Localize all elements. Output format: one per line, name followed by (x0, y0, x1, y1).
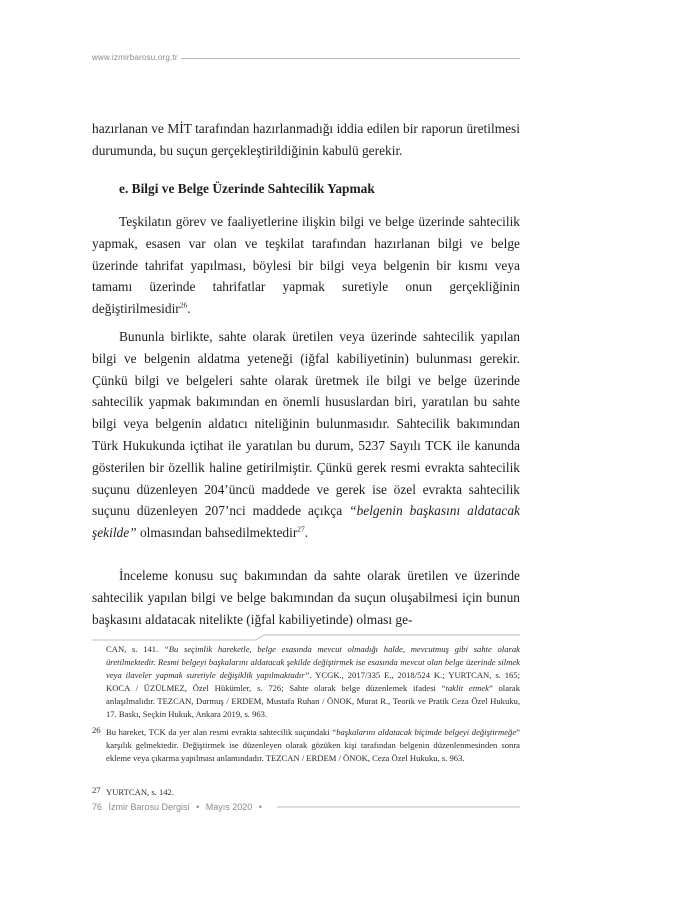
fn-cont-b: . YCGK., 2017/335 E., 2018/524 K.; YURTCAN, s. 165; KOCA / ÜZÜLMEZ, Özel Hükümler, s. 726; Sahte olarak belge düzenlemek ifadesi “ (106, 669, 520, 693)
footnote-ref-27[interactable]: 27 (297, 524, 305, 534)
page-footer (92, 802, 266, 812)
fn-cont-quote-2: taklit etmek (445, 682, 489, 693)
fn26-a: Bu hareket, TCK da yer alan resmi evrakta sahtecilik suçundaki “ (106, 727, 337, 737)
paragraph-2 (92, 326, 520, 544)
fn-cont-c: ” olarak anlaşılmalıdır. TEZCAN, Durmuş / ERDEM, Mustafa Ruhan / ÖNOK, Murat R., Teorik ve Pratik Ceza Özel Hukuku, 17. Baskı, Seçkin Hukuk, Ankara 2019, s. 963. (106, 682, 520, 719)
footer-bullet-2: • (258, 802, 262, 812)
header-url: www.izmirbarosu.org.tr (92, 53, 178, 62)
paragraph-block-3 (92, 565, 520, 630)
paragraph-0: hazırlanan ve MİT tarafından hazırlanmadığı iddia edilen bir raporun üretilmesi durumunda, bu suçun gerçekleştirildiğinin kabulü gerekir. (92, 121, 520, 158)
fn-cont-quote: “Bu seçimlik hareketle, belge esasında mevcut olmadığı halde, mevcutmuş gibi sahte olarak üretilmektedir. Resmi belgeyi başkalarını aldatacak şekilde değiştirmek ise esasında mevcut olan belge üzerinde silmek veya ilaveler yapmak suretiyle değişiklik yapılmaktadır” (106, 644, 520, 680)
paragraph-3: İnceleme konusu suç bakımından da sahte olarak üretilen ve üzerinde sahtecilik yapılan bilgi ve belge bakımından da suçun oluşabilmesi için bunun başkasını aldatacak nitelikte (iğfal kabiliyetinde) olması ge- (92, 568, 520, 627)
paragraph-2-text-b: olmasından bahsedilmektedir (136, 525, 298, 541)
paragraph-1 (92, 211, 520, 320)
paragraph-1-end: . (187, 301, 191, 317)
footnote-26-number: 26 (92, 725, 101, 735)
fn-cont-a: CAN, s. 141. (106, 644, 164, 654)
paragraph-block-1 (92, 211, 520, 320)
footnote-continued (92, 643, 520, 720)
footnote-27-number: 27 (92, 785, 101, 795)
footnote-continued-text (106, 643, 520, 720)
journal-name: İzmir Barosu Dergisi (108, 802, 190, 812)
fn26-b: ” karşılık gelmektedir. Değiştirmek ise düzenleyen olarak gözüken kişi tarafından belgenin düzenlenmesinden sonra ekleme veya çıkarma yapılması anlamındadır. TEZCAN / ERDEM / ÖNOK, Ceza Özel Hukuku, s. 963. (106, 727, 520, 763)
issue-date: Mayıs 2020 (205, 802, 253, 812)
footnote-27 (92, 786, 520, 799)
footnote-26-text (106, 726, 520, 765)
paragraph-1-text: Teşkilatın görev ve faaliyetlerine ilişkin bilgi ve belge üzerinde sahtecilik yapmak, esasen var olan ve teşkilat tarafından hazırlanan bilgi ve belge üzerinde tahrifat yapılması, böylesi bir bilgi veya belgenin bir kısmı veya tamamı üzerinde tahrifatlar yapmak suretiyle onun gerçekliğinin değiştirilmesidir (92, 214, 520, 317)
section-title: e. Bilgi ve Belge Üzerinde Sahtecilik Yapmak (119, 181, 375, 196)
fn26-quote: başkalarını aldatacak biçimde belgeyi değiştirmeğe (336, 727, 517, 737)
paragraph-2-text-a: Bununla birlikte, sahte olarak üretilen veya üzerinde sahtecilik yapılan bilgi ve belgenin aldatma yeteneği (iğfal kabiliyetinin) bulunması gerekir. Çünkü bilgi ve belgeleri sahte olarak üretmek ile bilgi ve belge üzerinde sahtecilik yapmak bakımından en önemli hususlardan biri, yaratılan bu sahte bilgi veya belgenin aldatıcı niteliğinin bulunmasıdır. Sahtecilik bakımından Türk Hukukunda içtihat ile yaratılan bu durum, 5237 Sayılı TCK ile kanunda gösterilen bir özellik haline getirilmiştir. Çünkü gerek resmi evrakta sahtecilik suçunu düzenleyen 204’üncü maddede ve gerek ise özel evrakta sahtecilik suçunu düzenleyen 207’nci maddede açıkça (92, 329, 520, 519)
paragraph-block-2 (92, 326, 520, 544)
paragraph-2-end: . (304, 525, 309, 541)
footnote-26 (92, 726, 520, 765)
paragraph-2-quote: “belgenin başkasını aldatacak şekilde” (92, 503, 520, 541)
footnote-27-text: YURTCAN, s. 142. (106, 787, 174, 797)
footnote-separator (92, 634, 520, 642)
footnote-ref-26[interactable]: 26 (179, 300, 188, 310)
page-number: 76 (92, 802, 103, 812)
footer-bullet: • (196, 802, 200, 812)
paragraph-continued (92, 118, 520, 162)
header-rule (181, 58, 520, 59)
